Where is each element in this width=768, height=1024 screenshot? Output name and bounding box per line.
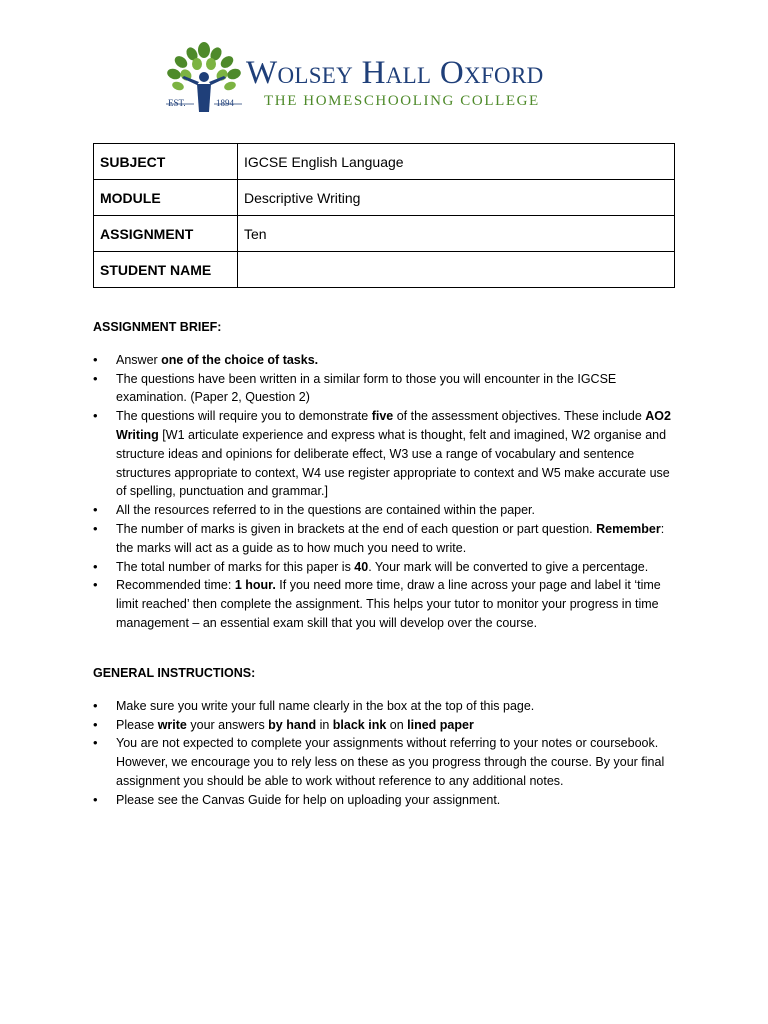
list-item: • Answer one of the choice of tasks.	[93, 351, 683, 370]
general-instructions-section	[93, 664, 683, 810]
assignment-info-table	[93, 143, 675, 288]
list-item: • The total number of marks for this paper is 40. Your mark will be converted to give a percentage.	[93, 558, 683, 577]
list-item: • Make sure you write your full name clearly in the box at the top of this page.	[93, 697, 683, 716]
logo-tagline: THE HOMESCHOOLING COLLEGE	[264, 93, 540, 109]
logo-college-name: Wolsey Hall Oxford	[246, 55, 544, 91]
assignment-label: ASSIGNMENT	[94, 216, 238, 252]
module-label: MODULE	[94, 180, 238, 216]
student-name-label: STUDENT NAME	[94, 252, 238, 288]
subject-label: SUBJECT	[94, 144, 238, 180]
list-item: • The questions will require you to demonstrate five of the assessment objectives. These include AO2 Writing [W1 articulate experience and express what is thought, felt and imagined, W2 organise and structure ideas and opinions for deliberate effect, W3 use a range of vocabulary and sentence structures appropriate to context, W4 use register appropriate to context and W5 make accurate use of spelling, punctuation and grammar.]	[93, 407, 683, 501]
list-item: • You are not expected to complete your assignments without referring to your notes or coursebook. However, we encourage you to rely less on these as you progress through the course. By your final assignment you should be able to work without reference to any additional notes.	[93, 734, 683, 790]
table-row	[94, 144, 675, 180]
list-item: • The number of marks is given in brackets at the end of each question or part question. Remember: the marks will act as a guide as to how much you need to write.	[93, 520, 683, 558]
list-item: • The questions have been written in a similar form to those you will encounter in the IGCSE examination. (Paper 2, Question 2)	[93, 370, 683, 408]
assignment-brief-list	[93, 351, 683, 633]
list-item: • Recommended time: 1 hour. If you need more time, draw a line across your page and label it ‘time limit reached’ then complete the assignment. This helps your tutor to monitor your progress in time management – an essential exam skill that you will develop over the course.	[93, 576, 683, 632]
subject-value: IGCSE English Language	[238, 144, 675, 180]
list-item: • Please write your answers by hand in black ink on lined paper	[93, 716, 683, 735]
student-name-field[interactable]	[238, 252, 675, 288]
assignment-brief-heading: ASSIGNMENT BRIEF:	[93, 320, 222, 334]
logo-year-label: 1894	[216, 98, 234, 108]
assignment-brief-section	[93, 318, 683, 633]
general-instructions-heading: GENERAL INSTRUCTIONS:	[93, 666, 256, 680]
table-row	[94, 252, 675, 288]
table-row	[94, 180, 675, 216]
assignment-value: Ten	[238, 216, 675, 252]
wolsey-hall-logo	[164, 42, 604, 114]
table-row	[94, 216, 675, 252]
list-item: • Please see the Canvas Guide for help on uploading your assignment.	[93, 791, 683, 810]
logo-est-label: EST.	[168, 98, 186, 108]
module-value: Descriptive Writing	[238, 180, 675, 216]
list-item: • All the resources referred to in the questions are contained within the paper.	[93, 501, 683, 520]
general-instructions-list	[93, 697, 683, 810]
